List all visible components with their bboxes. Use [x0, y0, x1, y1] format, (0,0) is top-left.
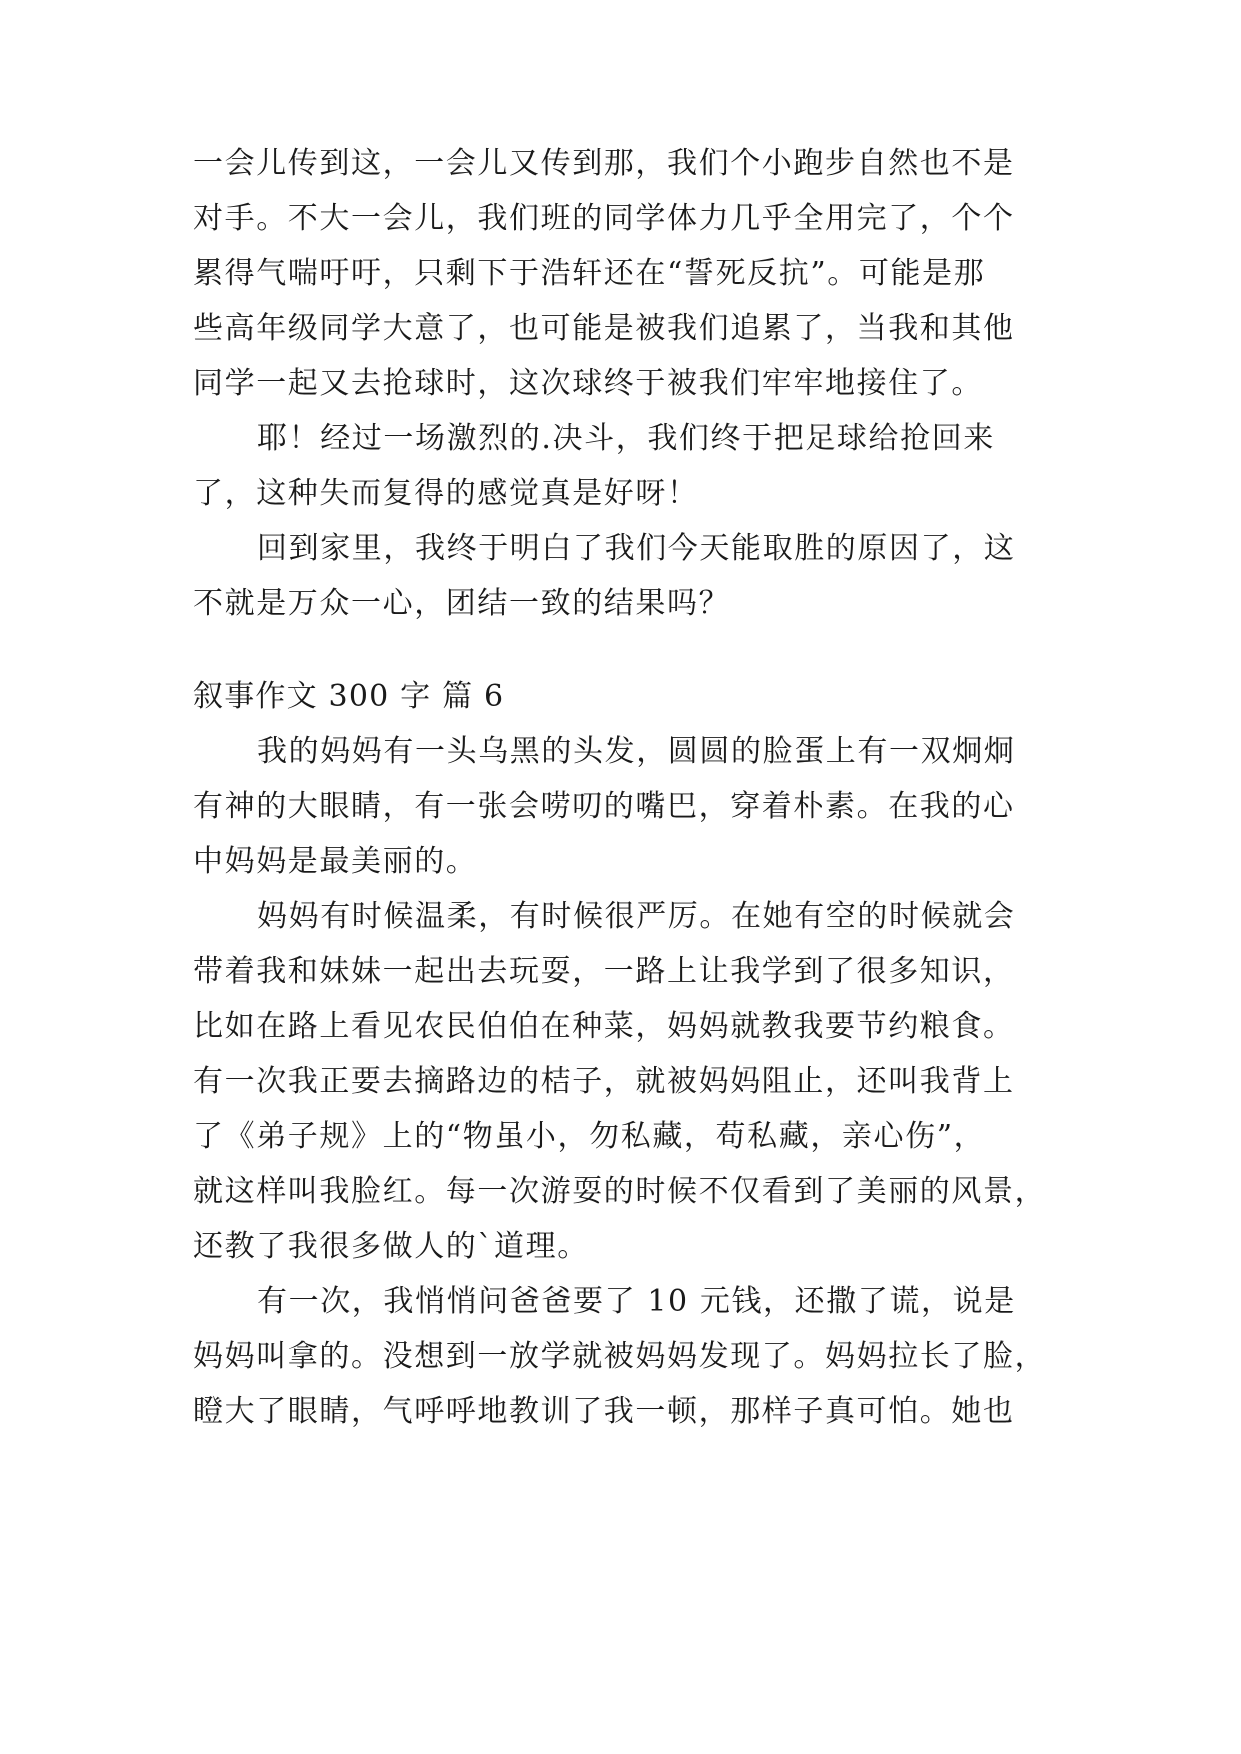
paragraph-line: 不就是万众一心，团结一致的结果吗？	[193, 586, 731, 621]
paragraph-line: 些高年级同学大意了，也可能是被我们追累了，当我和其他	[193, 311, 1015, 346]
paragraph-line: 妈妈叫拿的。没想到一放学就被妈妈发现了。妈妈拉长了脸，	[193, 1339, 1047, 1374]
paragraph-line: 了，这种失而复得的感觉真是好呀！	[193, 476, 699, 511]
paragraph-line: 了《弟子规》上的“物虽小，勿私藏，苟私藏，亲心伤”，	[193, 1119, 986, 1154]
paragraph-line: 同学一起又去抢球时，这次球终于被我们牢牢地接住了。	[193, 366, 983, 401]
paragraph-line: 还教了我很多做人的`道理。	[193, 1229, 589, 1264]
paragraph-line: 带着我和妹妹一起出去玩耍，一路上让我学到了很多知识，	[193, 954, 1015, 989]
section-heading: 叙事作文 300 字 篇 6	[193, 679, 505, 714]
paragraph-line: 就这样叫我脸红。每一次游耍的时候不仅看到了美丽的风景，	[193, 1174, 1047, 1209]
paragraph-line: 有一次，我悄悄问爸爸要了 10 元钱，还撒了谎，说是	[257, 1284, 1016, 1319]
paragraph-line: 比如在路上看见农民伯伯在种菜，妈妈就教我要节约粮食。	[193, 1009, 1015, 1044]
paragraph-line: 耶！经过一场激烈的.决斗，我们终于把足球给抢回来	[257, 421, 995, 456]
paragraph-line: 回到家里，我终于明白了我们今天能取胜的原因了，这	[257, 531, 1016, 566]
paragraph-line: 瞪大了眼睛，气呼呼地教训了我一顿，那样子真可怕。她也	[193, 1394, 1015, 1429]
paragraph-line: 有一次我正要去摘路边的桔子，就被妈妈阻止，还叫我背上	[193, 1064, 1015, 1099]
paragraph-line: 我的妈妈有一头乌黑的头发，圆圆的脸蛋上有一双炯炯	[257, 734, 1016, 769]
paragraph-line: 累得气喘吁吁，只剩下于浩轩还在“誓死反抗”。可能是那	[193, 256, 986, 291]
paragraph-line: 有神的大眼睛，有一张会唠叨的嘴巴，穿着朴素。在我的心	[193, 789, 1015, 824]
paragraph-line: 妈妈有时候温柔，有时候很严厉。在她有空的时候就会	[257, 899, 1016, 934]
paragraph-line: 中妈妈是最美丽的。	[193, 844, 478, 879]
paragraph-line: 对手。不大一会儿，我们班的同学体力几乎全用完了，个个	[193, 201, 1015, 236]
paragraph-line: 一会儿传到这，一会儿又传到那，我们个小跑步自然也不是	[193, 146, 1015, 181]
